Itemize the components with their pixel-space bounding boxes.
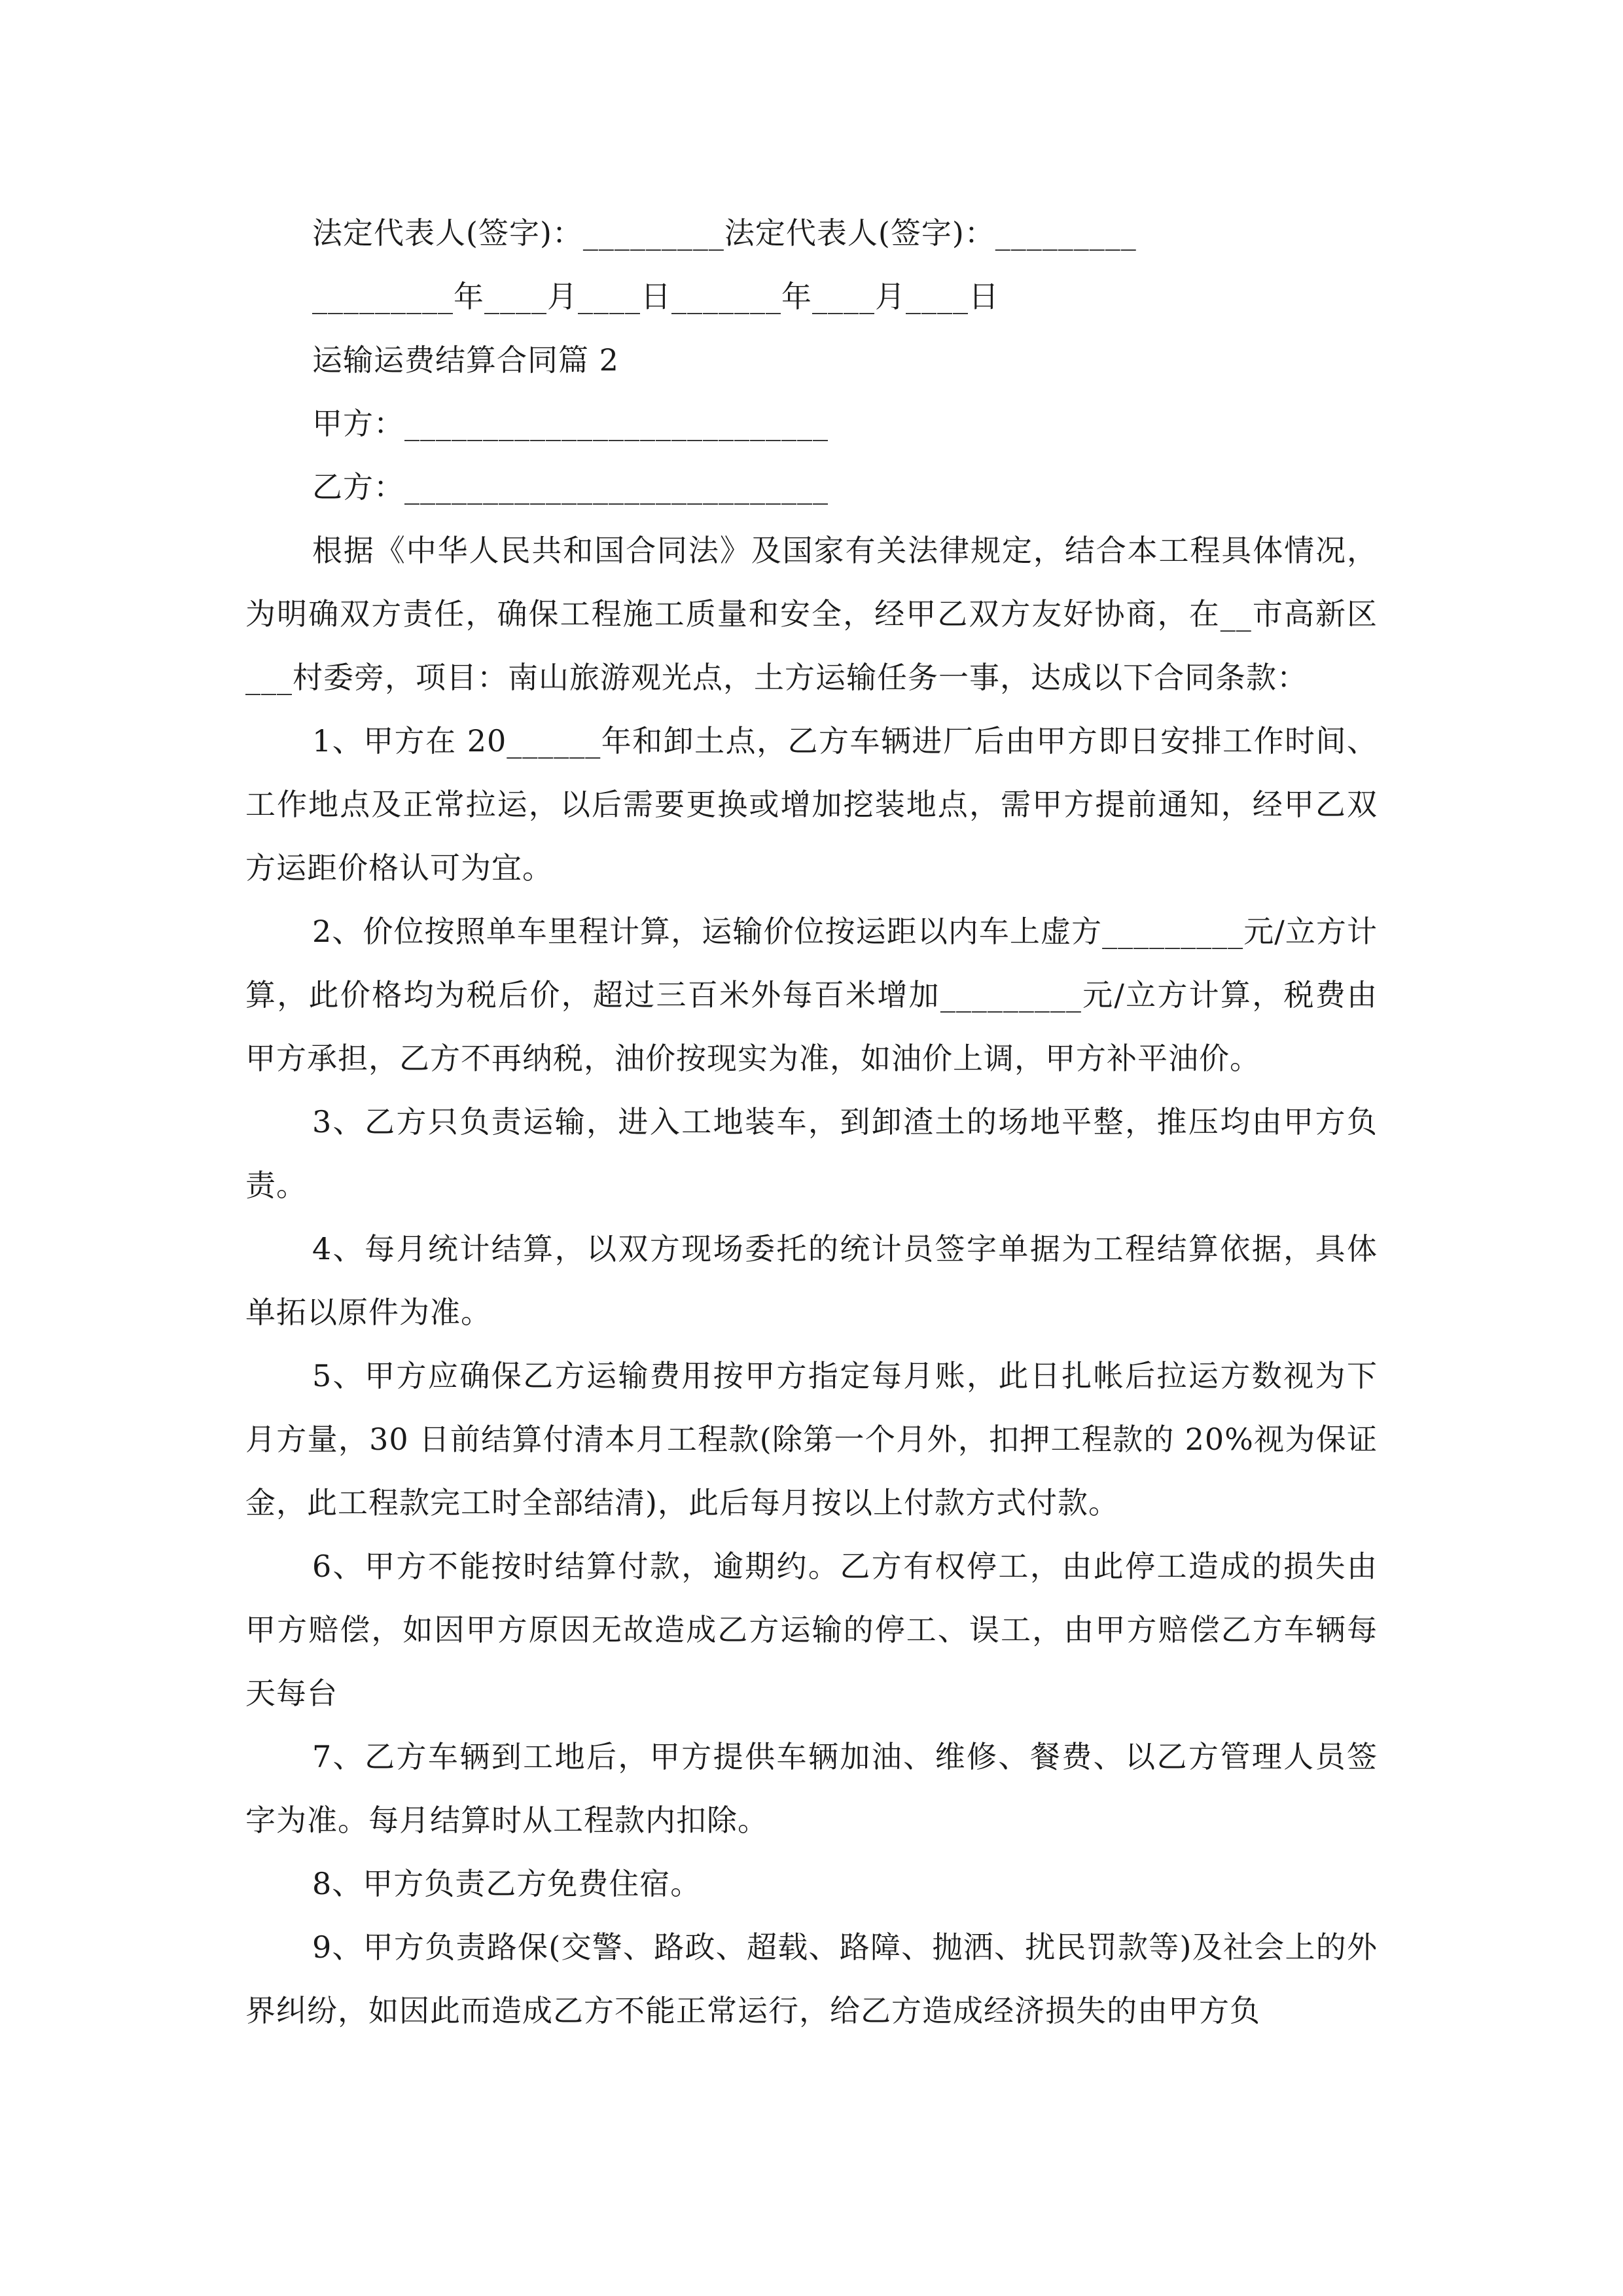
- paragraph-clause-3: 3、乙方只负责运输，进入工地装车，到卸渣土的场地平整，推压均由甲方负责。: [245, 1104, 1378, 1203]
- contract-title: 运输运费结算合同篇 2: [312, 342, 619, 378]
- paragraph-clause-1: 1、甲方在 20______年和卸土点，乙方车辆进厂后由甲方即日安排工作时间、工作地点及正常拉运，以后需要更换或增加挖装地点，需甲方提前通知，经甲乙双方运距价格认可为宜。: [245, 723, 1378, 886]
- date-line: _________年____月____日_______年____月____日: [312, 279, 999, 314]
- party-b-line: 乙方：___________________________: [312, 469, 829, 505]
- paragraph-clause-4: 4、每月统计结算，以双方现场委托的统计员签字单据为工程结算依据，具体单拓以原件为准。: [245, 1231, 1378, 1330]
- paragraph-clause-6: 6、甲方不能按时结算付款，逾期约。乙方有权停工，由此停工造成的损失由甲方赔偿，如因甲方原因无故造成乙方运输的停工、误工，由甲方赔偿乙方车辆每天每台: [245, 1549, 1378, 1711]
- signature-line: 法定代表人(签字)：_________法定代表人(签字)：_________: [312, 215, 1137, 251]
- paragraph-clause-8: 8、甲方负责乙方免费住宿。: [312, 1866, 702, 1901]
- paragraph-intro: 根据《中华人民共和国合同法》及国家有关法律规定，结合本工程具体情况，为明确双方责任，确保工程施工质量和安全，经甲乙双方友好协商，在__市高新区___村委旁，项目：南山旅游观光点，土方运输任务一事，达成以下合同条款：: [245, 533, 1378, 695]
- paragraph-clause-2: 2、价位按照单车里程计算，运输价位按运距以内车上虚方_________元/立方计算，此价格均为税后价，超过三百米外每百米增加_________元/立方计算，税费由甲方承担，乙方不再纳税，油价按现实为准，如油价上调，甲方补平油价。: [245, 914, 1378, 1076]
- paragraph-clause-9: 9、甲方负责路保(交警、路政、超载、路障、抛洒、扰民罚款等)及社会上的外界纠纷，如因此而造成乙方不能正常运行，给乙方造成经济损失的由甲方负: [245, 1929, 1378, 2028]
- party-a-line: 甲方：___________________________: [312, 406, 829, 441]
- paragraph-clause-7: 7、乙方车辆到工地后，甲方提供车辆加油、维修、餐费、以乙方管理人员签字为准。每月结算时从工程款内扣除。: [245, 1739, 1378, 1838]
- document-body: [245, 202, 1378, 2043]
- paragraph-clause-5: 5、甲方应确保乙方运输费用按甲方指定每月账，此日扎帐后拉运方数视为下月方量，30 日前结算付清本月工程款(除第一个月外，扣押工程款的 20%视为保证金，此工程款完工时全部结清)，此后每月按以上付款方式付款。: [245, 1358, 1378, 1520]
